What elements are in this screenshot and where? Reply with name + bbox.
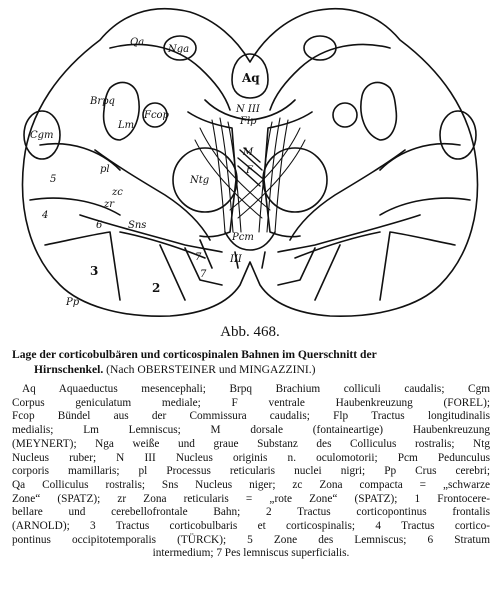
label-fcop: Fcop xyxy=(144,110,169,121)
label-ntg: Ntg xyxy=(190,175,210,186)
legend-line: intermedium; 7 Pes lemniscus superficialis. xyxy=(152,547,350,560)
label-qa: Qa xyxy=(130,37,145,48)
legend-line: Corpus geniculatum mediale; F ventrale Haubenkreuzung (FOREL); xyxy=(12,396,490,409)
label-three: 3 xyxy=(90,264,99,278)
legend-line: bellare und cerebellofrontale Bahn; 2 Tractus corticopontinus frontalis xyxy=(12,506,490,519)
label-iii: III xyxy=(230,254,242,265)
title-line-1: Lage der corticobulbären und corticospinalen Bahnen im Querschnitt der xyxy=(12,348,377,361)
legend-line: (MEYNERT); Nga weiße und graue Substanz des Colliculus rostralis; Ntg xyxy=(12,437,490,450)
label-brpq: Brpq xyxy=(90,96,115,107)
legend-line: pontinus occipitotemporalis (TÜRCK); 5 Zone des Lemniscus; 6 Stratum xyxy=(12,533,490,546)
label-zc: zc xyxy=(112,187,123,198)
label-pcm: Pcm xyxy=(232,232,254,243)
label-m: M xyxy=(243,147,254,158)
label-nga: Nga xyxy=(168,44,190,55)
figure-title xyxy=(12,347,490,377)
label-pl: pl xyxy=(100,164,110,175)
label-zr: zr xyxy=(104,199,115,210)
legend-line: (ARNOLD); 3 Tractus corticobulbaris et corticospinalis; 4 Tractus cortico- xyxy=(12,520,490,533)
label-flp: Flp xyxy=(240,116,257,127)
label-seven-a: 7 xyxy=(195,252,202,263)
figure-caption: Abb. 468. xyxy=(220,324,280,340)
legend-line: corporis mamillaris; pl Processus reticularis nuclei nigri; Pp Crus cerebri; xyxy=(12,465,490,478)
legend-line: Aq Aquaeductus mesencephali; Brpq Brachium colliculi caudalis; Cgm xyxy=(22,383,490,395)
title-line-2-rest: (Nach OBERSTEINER und MINGAZZINI.) xyxy=(106,363,316,376)
label-five: 5 xyxy=(50,174,57,185)
figure-legend xyxy=(12,383,490,561)
label-six: 6 xyxy=(96,220,103,231)
label-lm: Lm xyxy=(118,120,135,131)
label-two: 2 xyxy=(152,281,161,295)
legend-line: Zone“ (SPATZ); zr Zona reticularis = „rote Zone“ (SPATZ); 1 Frontocere- xyxy=(12,492,490,505)
legend-line: Qa Colliculus rostralis; Sns Nucleus niger; zc Zona compacta = „schwarze xyxy=(12,478,490,491)
label-cgm: Cgm xyxy=(30,130,54,141)
label-n-iii-top: N III xyxy=(236,104,260,115)
label-f: F xyxy=(246,165,253,176)
legend-line: medialis; Lm Lemniscus; M dorsale (fontaineartige) Haubenkreuzung xyxy=(12,424,490,437)
label-pp: Pp xyxy=(66,297,80,308)
legend-line: Nucleus ruber; N III Nucleus originis n. oculomotorii; Pcm Pedunculus xyxy=(12,451,490,464)
title-line-2 xyxy=(12,362,490,377)
fcop-right-circle xyxy=(333,103,357,127)
label-seven-b: 7 xyxy=(200,269,207,280)
legend-line: Fcop Bündel aus der Commissura caudalis; Flp Tractus longitudinalis xyxy=(12,410,490,423)
title-line-2-bold: Hirnschenkel. xyxy=(34,363,104,376)
label-four: 4 xyxy=(42,210,49,221)
label-aq: Aq xyxy=(242,71,260,85)
label-sns: Sns xyxy=(128,220,147,231)
